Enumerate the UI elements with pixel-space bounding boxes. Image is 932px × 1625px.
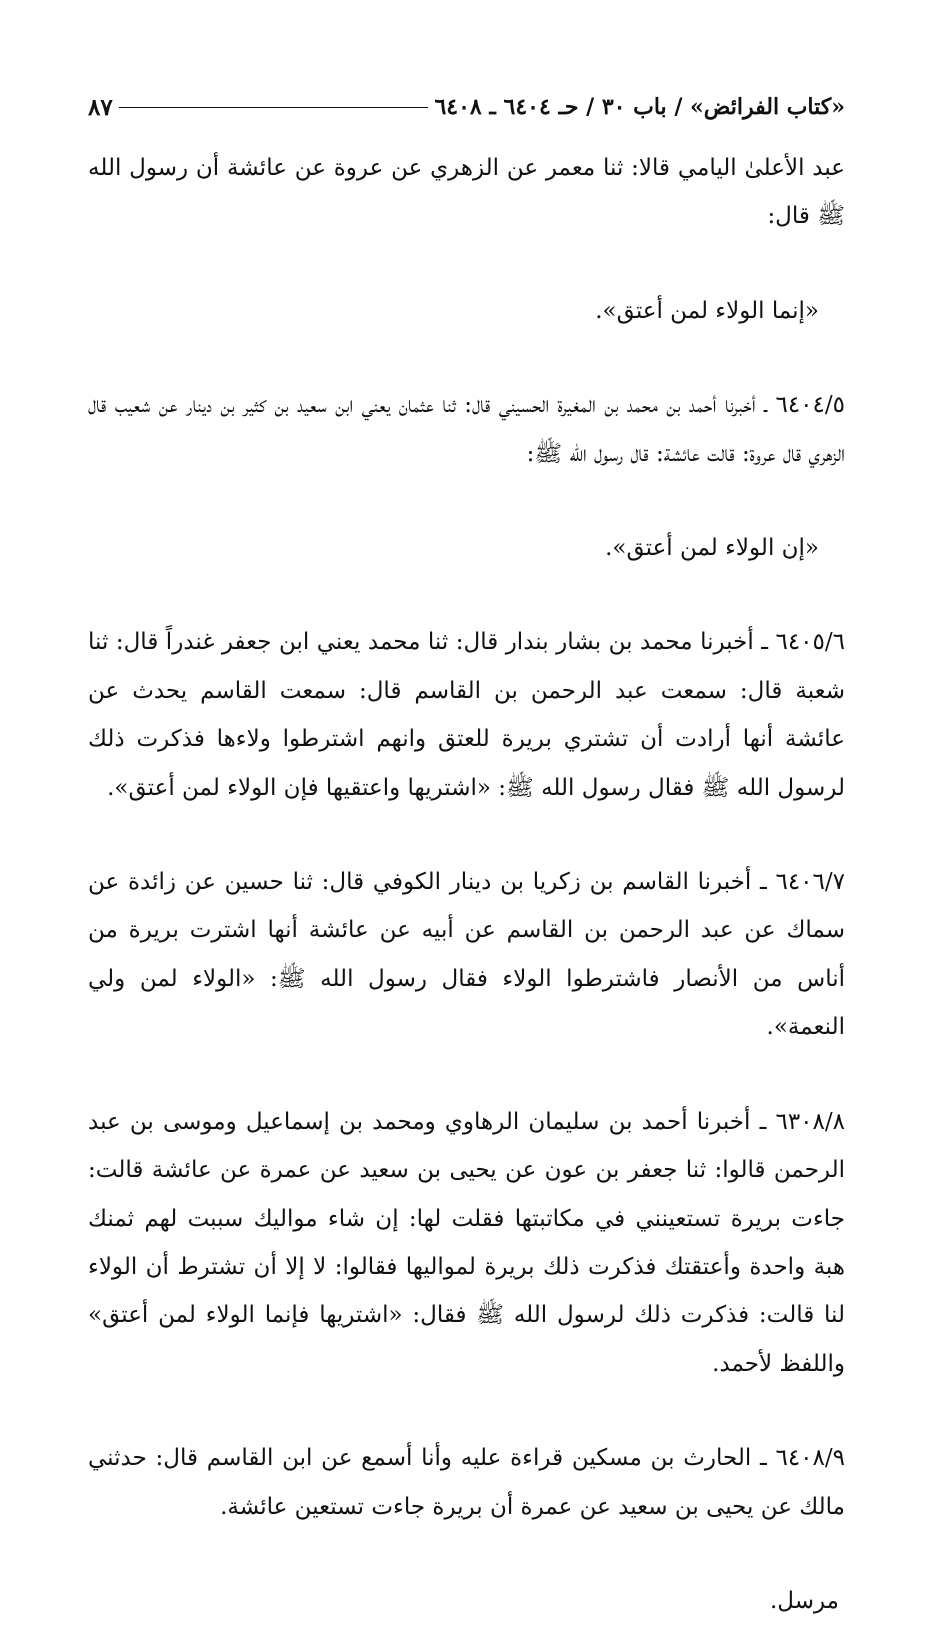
hadith-6408: ٦٤٠٨/٩ ـ الحارث بن مسكين قراءة عليه وأنا أسمع عن ابن القاسم قال: حدثني مالك عن يحيى بن سعيد عن عمرة أن بريرة جاءت تستعين عائشة. <box>88 1445 845 1520</box>
paragraph-gap <box>88 478 845 524</box>
hadith-6404: ٦٤٠٤/٥ ـ أخبرنا أحمد بن محمد بن المغيرة الحسيني قال: ثنا عثمان يعني ابن سعيد بن كثير بن دينار عن شعيب قال الزهري قال عروة: قالت عائشة: قال رسول الله ﷺ: <box>88 392 845 467</box>
paragraph-gap <box>88 1531 845 1577</box>
header-rule <box>119 107 429 108</box>
paragraph-gap <box>88 1388 845 1434</box>
page-body <box>88 144 845 1625</box>
hadith-quote: «إنما الولاء لمن أعتق». <box>595 297 819 324</box>
closing-note: مرسل. <box>769 1587 839 1614</box>
hadith-6406: ٦٤٠٦/٧ ـ أخبرنا القاسم بن زكريا بن دينار الكوفي قال: ثنا حسين عن زائدة عن سماك عن عبد الرحمن بن القاسم عن أبيه عن عائشة أنها اشترت بريرة من أناس من الأنصار فاشترطوا الولاء فقال رسول الله ﷺ: «الولاء لمن ولي النعمة». <box>88 869 845 1041</box>
paragraph-continuation: عبد الأعلىٰ اليامي قالا: ثنا معمر عن الزهري عن عروة عن عائشة أن رسول الله ﷺ قال: <box>88 155 845 230</box>
paragraph-gap <box>88 1052 845 1098</box>
paragraph-gap <box>88 812 845 858</box>
hadith-6405: ٦٤٠٥/٦ ـ أخبرنا محمد بن بشار بندار قال: ثنا محمد يعني ابن جعفر غندراً قال: ثنا شعبة قال: سمعت عبد الرحمن بن القاسم قال: سمعت القاسم يحدث عن عائشة أنها أرادت أن تشتري بريرة للعتق وانهم اشترطوا ولاءها فذكرت ذلك لرسول الله ﷺ فقال رسول الله ﷺ: «اشتريها واعتقيها فإن الولاء لمن أعتق». <box>88 629 845 801</box>
hadith-6308: ٦٣٠٨/٨ ـ أخبرنا أحمد بن سليمان الرهاوي ومحمد بن إسماعيل وموسى بن عبد الرحمن قالوا: ثنا جعفر بن عون عن يحيى بن سعيد عن عمرة عن عائشة قالت: جاءت بريرة تستعينني في مكاتبتها فقلت لها: إن شاء مواليك سببت لهم ثمنك هبة واحدة وأعتقتك فذكرت ذلك بريرة لمواليها فقالوا: لا إلا أن تشترط أن الولاء لنا قالت: فذكرت ذلك لرسول الله ﷺ فقال: «اشتريها فإنما الولاء لمن أعتق» واللفظ لأحمد. <box>88 1108 845 1377</box>
paragraph-gap <box>88 572 845 618</box>
paragraph-gap <box>88 335 845 381</box>
paragraph-gap <box>88 241 845 287</box>
page-header <box>88 90 845 124</box>
hadith-quote: «إن الولاء لمن أعتق». <box>605 535 819 562</box>
running-title: «كتاب الفرائض» / باب ٣٠ / حـ ٦٤٠٤ ـ ٦٤٠٨ <box>434 94 845 120</box>
page-number: ٨٧ <box>88 93 113 121</box>
